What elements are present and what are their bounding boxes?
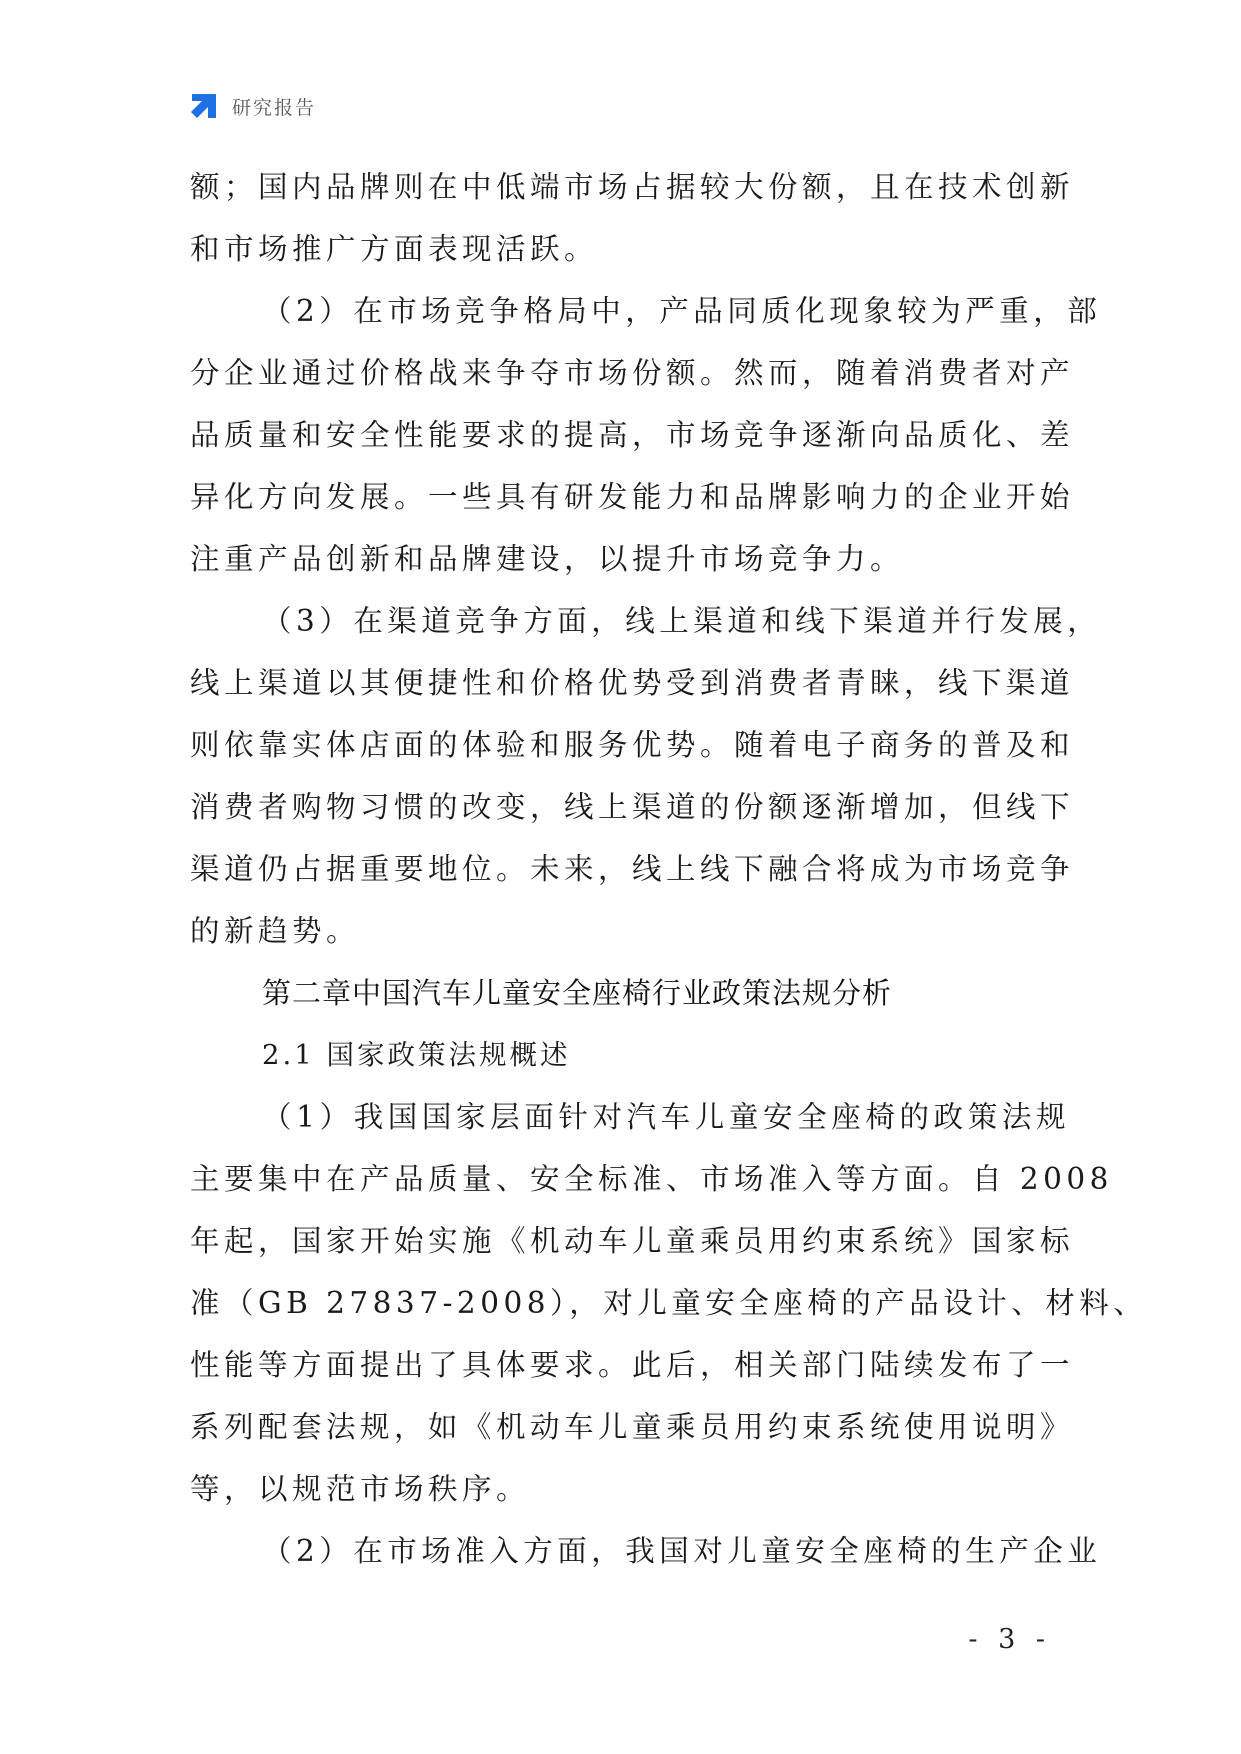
header-title: 研究报告 bbox=[232, 96, 317, 119]
text-line: 年起，国家开始实施《机动车儿童乘员用约束系统》国家标 bbox=[190, 1224, 1075, 1258]
arrow-up-right-icon bbox=[188, 90, 220, 122]
text-line: 消费者购物习惯的改变，线上渠道的份额逐渐增加，但线下 bbox=[190, 790, 1075, 824]
page-number: - 3 - bbox=[968, 1624, 1051, 1655]
text-line: 注重产品创新和品牌建设，以提升市场竞争力。 bbox=[190, 542, 905, 576]
paragraph bbox=[190, 590, 1102, 962]
paragraph bbox=[190, 156, 1075, 280]
text-line: （2）在市场竞争格局中，产品同质化现象较为严重，部 bbox=[262, 294, 1102, 328]
text-line: 系列配套法规，如《机动车儿童乘员用约束系统使用说明》 bbox=[190, 1410, 1075, 1444]
section-heading: 2.1 国家政策法规概述 bbox=[262, 1039, 571, 1071]
paragraph bbox=[190, 1086, 1148, 1520]
text-line: 准（GB 27837-2008），对儿童安全座椅的产品设计、材料、 bbox=[190, 1286, 1148, 1320]
text-line: 渠道仍占据重要地位。未来，线上线下融合将成为市场竞争 bbox=[190, 852, 1075, 886]
text-line: 和市场推广方面表现活跃。 bbox=[190, 232, 599, 266]
text-line: 则依靠实体店面的体验和服务优势。随着电子商务的普及和 bbox=[190, 728, 1075, 762]
text-line: 分企业通过价格战来争夺市场份额。然而，随着消费者对产 bbox=[190, 356, 1075, 390]
text-line: （1）我国国家层面针对汽车儿童安全座椅的政策法规 bbox=[262, 1100, 1070, 1134]
text-line: 线上渠道以其便捷性和价格优势受到消费者青睐，线下渠道 bbox=[190, 666, 1075, 700]
paragraph bbox=[190, 1520, 1102, 1582]
text-line: 主要集中在产品质量、安全标准、市场准入等方面。自 2008 bbox=[190, 1162, 1113, 1196]
text-line: （3）在渠道竞争方面，线上渠道和线下渠道并行发展， bbox=[262, 604, 1102, 638]
paragraph bbox=[190, 280, 1102, 590]
text-line: 等，以规范市场秩序。 bbox=[190, 1472, 531, 1506]
document-body bbox=[190, 156, 1148, 1582]
text-line: 性能等方面提出了具体要求。此后，相关部门陆续发布了一 bbox=[190, 1348, 1075, 1382]
text-line: 品质量和安全性能要求的提高，市场竞争逐渐向品质化、差 bbox=[190, 418, 1075, 452]
report-header bbox=[188, 88, 316, 124]
text-line: （2）在市场准入方面，我国对儿童安全座椅的生产企业 bbox=[262, 1534, 1102, 1568]
chapter-heading: 第二章中国汽车儿童安全座椅行业政策法规分析 bbox=[262, 976, 893, 1010]
text-line: 异化方向发展。一些具有研发能力和品牌影响力的企业开始 bbox=[190, 480, 1075, 514]
text-line: 额；国内品牌则在中低端市场占据较大份额，且在技术创新 bbox=[190, 170, 1075, 204]
text-line: 的新趋势。 bbox=[190, 914, 361, 948]
